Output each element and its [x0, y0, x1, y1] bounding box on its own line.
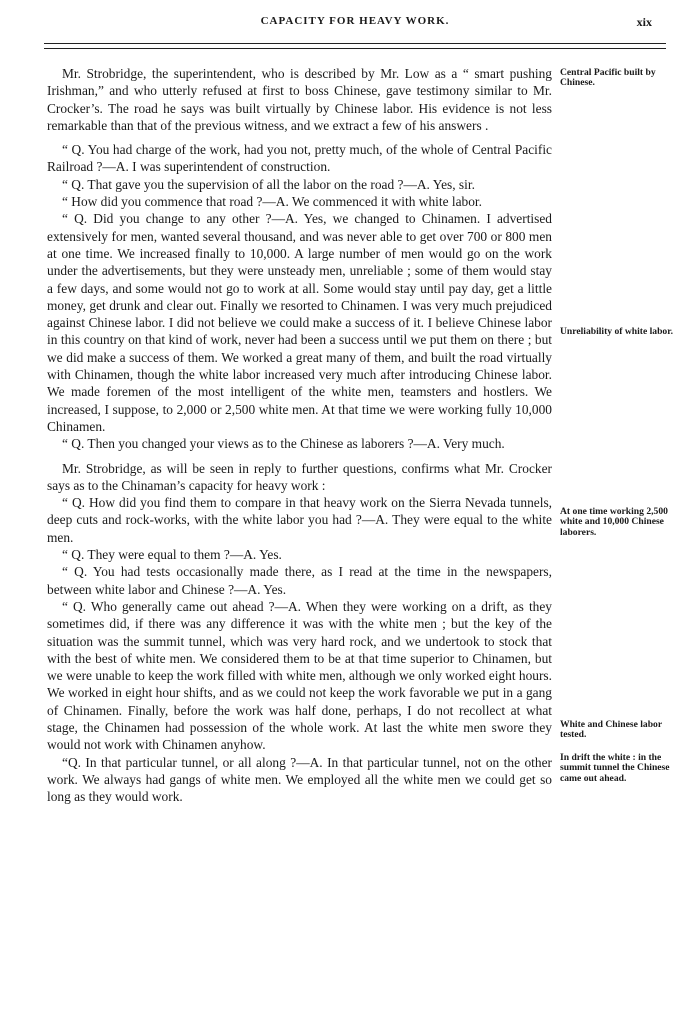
paragraph: “ Q. You had charge of the work, had you not, pretty much, of the whole of Central Pacific Railroad ?—A. I was superintendent of construction.: [47, 142, 552, 175]
main-text: [47, 65, 552, 805]
paragraph: “ Q. Did you change to any other ?—A. Yes, we changed to Chinamen. I advertised extensively for men, wanted several thousand, and was never able to get over 700 or 800 men at one time. We increased finally to 10,000. A large number of men would go on the work under the advertisements, but they were unsteady men, unreliable ; some of them would stay a few days, and some would not go to work at all. Some would stay until pay day, get a little money, get drunk and clear out. Finally we resorted to Chinamen. I was very much prejudiced against Chinese labor. I did not believe we could make a success of it. I believe Chinese labor in this country on that kind of work, never had been a success until we put them on there ; but we did make a success of them. We worked a great many of them, and built the road virtually with Chinamen, though the white labor increased very much after introducing Chinese labor. We made foremen of the most intelligent of the white men, teamsters and hostlers. We increased, I suppose, to 2,000 or 2,500 white men. At that time we were working fully 10,000 Chinamen.: [47, 211, 552, 434]
paragraph: “ Q. They were equal to them ?—A. Yes.: [62, 547, 282, 563]
paragraph: “ Q. How did you find them to compare in that heavy work on the Sierra Nevada tunnels, deep cuts and rock-works, with the white labor you had ?—A. They were equal to the white men.: [47, 495, 552, 545]
header-rule-bottom: [44, 48, 666, 49]
paragraph: “ Q. Then you changed your views as to the Chinese as laborers ?—A. Very much.: [62, 436, 505, 452]
margin-note: Unreliability of white labor.: [560, 326, 673, 337]
margin-note: In drift the white : in the summit tunnel the Chinese came out ahead.: [560, 752, 670, 784]
paragraph: “ Q. Who generally came out ahead ?—A. When they were working on a drift, as they sometimes did, if there was any difference it was with the white men ; but the key of the situation was the summit tunnel, which was very hard rock, and we undertook to stock that with the best of white men. We considered them to be at that time superior to Chinamen, but we were unable to keep the work filled with white men, although we only worked eight hours. We worked in eight hour shifts, and as we could not keep the work favorable we put in a gang of Chinamen. Finally, before the work was half done, perhaps, I do not recollect at what stage, the Chinamen had possession of the whole work. At last the white men swore they would not work with Chinamen anyhow.: [47, 598, 552, 753]
page-number: xix: [636, 15, 652, 29]
page-header: [44, 12, 666, 34]
paragraph: “ Q. That gave you the supervision of all the labor on the road ?—A. Yes, sir.: [62, 176, 475, 192]
paragraph: Mr. Strobridge, as will be seen in reply to further questions, confirms what Mr. Crocker says as to the Chinaman’s capacity for heavy work :: [47, 460, 552, 493]
running-title: CAPACITY FOR HEAVY WORK.: [260, 15, 450, 27]
margin-note: White and Chinese labor tested.: [560, 719, 662, 741]
margin-note: At one time working 2,500 white and 10,000 Chinese laborers.: [560, 506, 668, 538]
paragraph: “ Q. You had tests occasionally made there, as I read at the time in the newspapers, between white labor and Chinese ?—A. Yes.: [47, 564, 552, 597]
header-rule-top: [44, 43, 666, 44]
margin-note: Central Pacific built by Chinese.: [560, 67, 656, 89]
paragraph: “Q. In that particular tunnel, or all along ?—A. In that particular tunnel, not on the other work. We always had gangs of white men. We employed all the white men we could get so long as they would work.: [47, 754, 552, 805]
paragraph: Mr. Strobridge, the superintendent, who is described by Mr. Low as a “ smart pushing Irishman,” and who utterly refused at first to boss Chinese, gave testimony similar to Mr. Crocker’s. The road he says was built virtually by Chinese labor. His evidence is not less remarkable than that of the previous witness, and we extract a few of his answers .: [47, 66, 552, 133]
paragraph: “ How did you commence that road ?—A. We commenced it with white labor.: [62, 194, 482, 210]
